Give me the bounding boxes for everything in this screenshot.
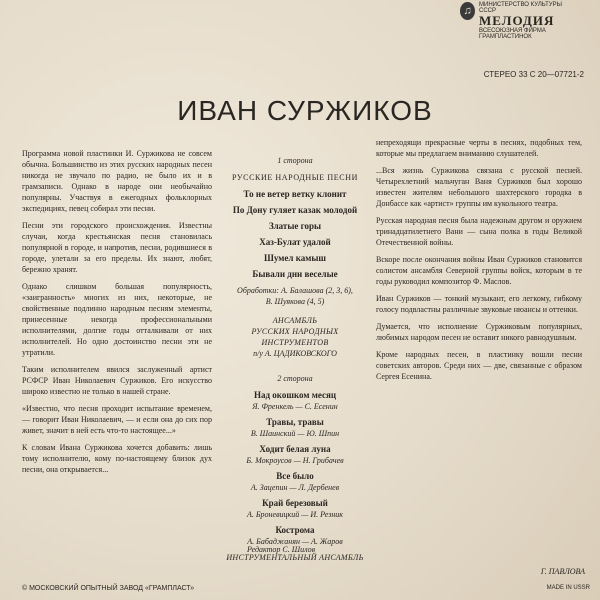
side1-song: Шумел камыш: [264, 253, 326, 263]
side2-authors: А. Бабаджанян — А. Жаров: [247, 537, 343, 546]
side2-ensemble: ИНСТРУМЕНТАЛЬНЫЙ АНСАМБЛЬ: [226, 553, 364, 562]
arrangements-line: Обработки: А. Балашова (2, 3, 6),: [237, 286, 353, 295]
liner-notes-right: [376, 137, 582, 577]
catalog-number: СТЕРЕО 33 С 20—07721-2: [483, 70, 584, 79]
right-paragraph: Кроме народных песен, в пластинку вошли песни советских авторов. Среди них — две, связанные с образом Сергея Есенина.: [376, 350, 582, 381]
made-in-label: MADE IN USSR: [546, 585, 590, 591]
left-paragraph: Таким исполнителем явился заслуженный артист РСФСР Иван Николаевич Суржиков. Его искусство широко известно не только в нашей стране.: [22, 365, 212, 396]
melodiya-emblem-icon: ♫: [460, 2, 475, 20]
side1-ensemble: АНСАМБЛЬ: [272, 316, 318, 325]
melodiya-logo: [460, 2, 580, 48]
side2-song: Край березовый: [262, 498, 328, 508]
right-paragraph: Русская народная песня была надежным другом и оружием тринадцатилетнего Вани — сына полка в годы Великой Отечественной войны.: [376, 216, 582, 247]
left-paragraph: К словам Ивана Суржикова хочется добавить: лишь тому исполнителю, кому по-настоящему близок дух песни, она открывается...: [22, 443, 212, 474]
author-signature: Г. ПАВЛОВА: [540, 567, 585, 576]
right-paragraph: Вскоре после окончания войны Иван Суржиков становится солистом ансамбля Северной группы войск, которым в те годы руководил композитор Ф. Маслов.: [376, 255, 582, 286]
liner-notes-left: [22, 148, 212, 580]
side1-song: Хаз-Булат удалой: [259, 237, 331, 247]
side2-song: Ходит белая луна: [259, 444, 331, 454]
side2-song: Кострома: [275, 525, 315, 535]
side1-song: Бывали дни веселые: [252, 269, 338, 279]
side2-song: Травы, травы: [266, 417, 324, 427]
left-paragraph: «Известно, что песня проходит испытание временем, — говорит Иван Николаевич, — и если она до сих пор живет, значит в ней есть что-то настоящее...»: [22, 404, 212, 435]
right-paragraph: Иван Суржиков — тонкий музыкант, его легкому, гибкому голосу подвластны различные звуковые нюансы и оттенки.: [376, 294, 582, 314]
side2-title: 2 сторона: [277, 374, 313, 383]
album-title: ИВАН СУРЖИКОВ: [177, 95, 433, 126]
side1-subtitle: РУССКИЕ НАРОДНЫЕ ПЕСНИ: [232, 173, 358, 182]
side1-title: 1 сторона: [277, 156, 313, 165]
right-paragraph: ...Вся жизнь Суржикова связана с русской песней. Четырехлетний мальчуган Ваня Суржиков был хорошо известен жителям небольшого шахтерского городка в Донбассе как «артист» группы им кукольного театра.: [376, 166, 582, 208]
side2-authors: А. Броневицкий — И. Резник: [246, 510, 344, 519]
tracklist: [220, 155, 370, 563]
side2-authors: В. Шаинский — Ю. Шпин: [250, 429, 340, 438]
editor-credit: Редактор С. Шилов: [247, 545, 316, 554]
side1-ensemble-full: РУССКИХ НАРОДНЫХ ИНСТРУМЕНТОВ: [251, 327, 339, 347]
factory-credit: © МОСКОВСКИЙ ОПЫТНЫЙ ЗАВОД «ГРАМПЛАСТ»: [22, 585, 195, 592]
right-paragraph: Думается, что исполнение Суржиковым популярных, любимых народом песен не оставит никого равнодушным.: [376, 322, 582, 342]
left-paragraph: Однако слишком большая популярность, «заигранность» многих из них, некоторые, не свойственные подлинно народным песням элементы, принесенные некогда профессиональными исполнителями, долгие годы отталкивали от них исполнителей. Но одно достоинство песни эти не утратили.: [22, 282, 212, 357]
logo-firm: ВСЕСОЮЗНАЯ ФИРМА ГРАМПЛАСТИНОК: [479, 28, 546, 40]
side1-song: Златые горы: [268, 221, 322, 231]
side1-song: То не ветер ветку клонит: [243, 189, 347, 199]
left-paragraph: Программа новой пластинки И. Суржикова не совсем обычна. Большинство из этих русских народных песен никогда не звучало по радио, не было их и в грамзаписи. Однако в народе они необычайно популярны. Участвуя в ежегодных фольклорных экспедициях, певец собирал эти песни.: [22, 149, 212, 213]
side2-song: Все было: [276, 471, 314, 481]
arrangements-line: В. Шуякова (4, 5): [265, 297, 325, 306]
logo-name: МЕЛОДИЯ: [479, 13, 555, 28]
side2-authors: Б. Мокроусов — Н. Грибачев: [246, 456, 344, 465]
side2-song: Над окошком месяц: [253, 390, 337, 400]
side1-arrangements: [220, 285, 370, 307]
left-paragraph: Песни эти городского происхождения. Известны случаи, когда крестьянская песня становилась популярной в городе, и напротив, песни, родившиеся в городе, улетали за его пределы. Их знают, любят, бережно хранят.: [22, 221, 212, 274]
logo-ministry: МИНИСТЕРСТВО КУЛЬТУРЫ СССР: [479, 2, 562, 14]
side1-song: По Дону гуляет казак молодой: [232, 205, 358, 215]
side2-authors: А. Зацепин — Л. Дербенев: [250, 483, 340, 492]
right-paragraph: непреходящи прекрасные черты в песнях, подобных тем, которые мы предлагаем вниманию слушателей.: [376, 138, 582, 158]
side2-authors: Я. Френкель — С. Есенин: [252, 402, 338, 411]
side1-leader: п/у А. ЦАДИКОВСКОГО: [253, 349, 337, 358]
